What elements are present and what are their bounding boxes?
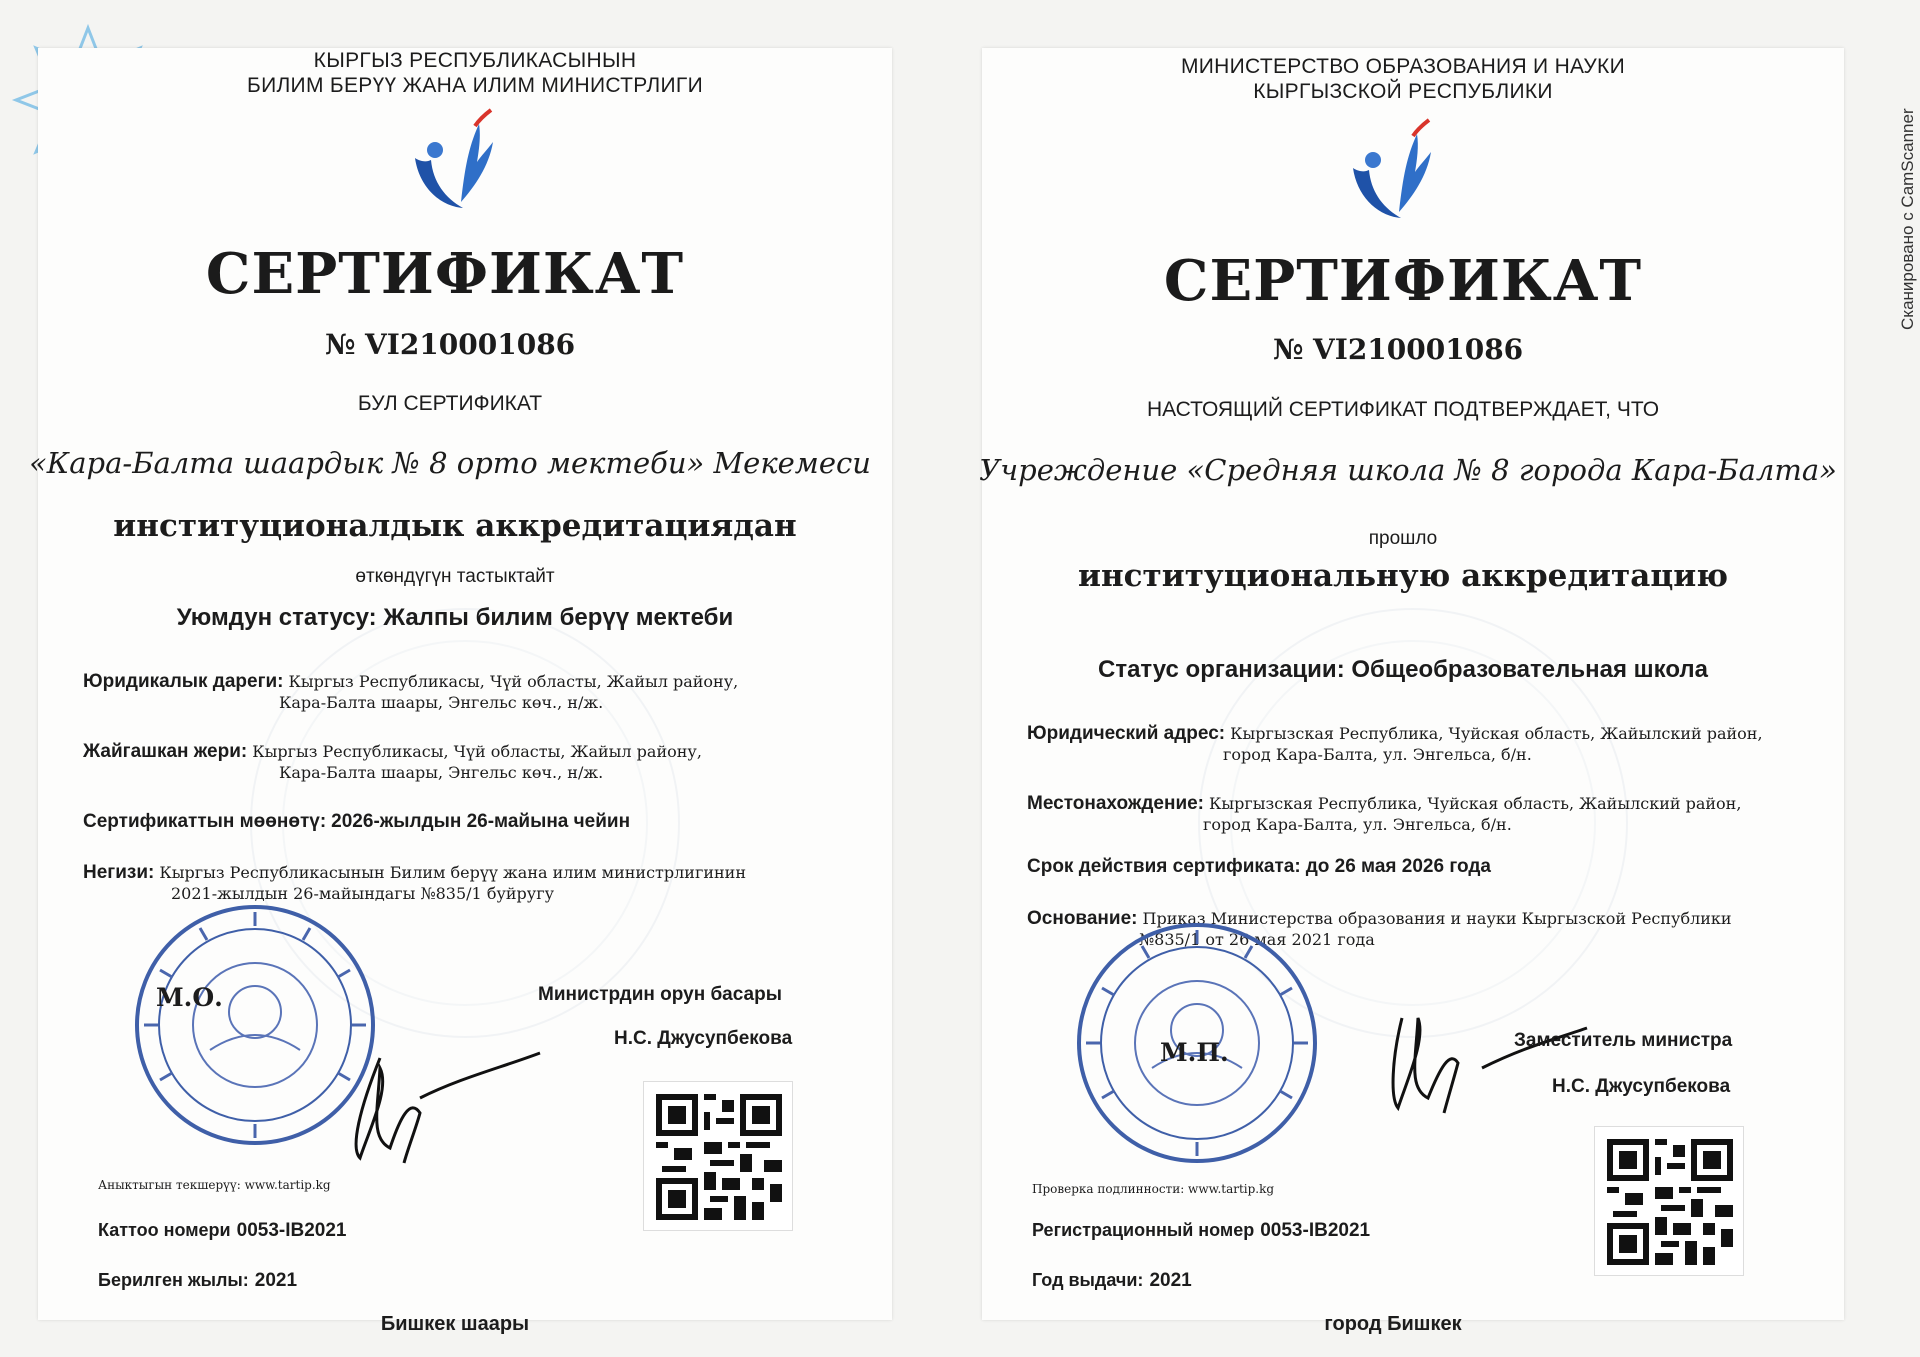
seal-label: М.П. bbox=[1160, 1038, 1229, 1067]
validity-term-value: 2026-жылдын 26-майына чейин bbox=[331, 811, 631, 832]
issue-city: Бишкек шаары bbox=[380, 1313, 530, 1335]
issue-year-value: 2021 bbox=[1149, 1270, 1192, 1291]
signer-name: Н.С. Джусупбекова bbox=[614, 1028, 793, 1049]
accreditation-type: институциональную аккредитацию bbox=[1077, 558, 1729, 594]
ministry-line-1: КЫРГЫЗ РЕСПУБЛИКАСЫНЫН bbox=[313, 49, 637, 72]
ministry-logo-icon bbox=[405, 106, 515, 216]
ministry-line-1: МИНИСТЕРСТВО ОБРАЗОВАНИЯ И НАУКИ bbox=[1181, 55, 1625, 78]
issue-year-value: 2021 bbox=[254, 1270, 298, 1291]
validity-term-value: до 26 мая 2026 года bbox=[1305, 856, 1491, 877]
basis-value-1: Приказ Министерства образования и науки Кыргызской Республики bbox=[1142, 909, 1732, 928]
legal-address bbox=[1027, 723, 1827, 765]
location-label: Местонахождение: bbox=[1027, 793, 1205, 814]
basis-value-1: Кыргыз Республикасынын Билим берүү жана илим министрлигинин bbox=[159, 863, 746, 882]
validity-term bbox=[83, 811, 863, 832]
organization-name: «Кара-Балта шаардык № 8 орто мектеби» Мекемеси bbox=[29, 446, 871, 480]
issue-city: город Бишкек bbox=[1324, 1313, 1462, 1335]
basis bbox=[83, 862, 863, 904]
location-value-2: Кара-Балта шаары, Энгельс көч., н/ж. bbox=[279, 763, 604, 782]
accreditation-type: институционалдык аккредитациядан bbox=[113, 508, 797, 544]
qr-code-icon bbox=[656, 1094, 782, 1220]
basis-label: Основание: bbox=[1027, 908, 1138, 929]
basis-label: Негизи: bbox=[83, 862, 155, 883]
issue-year bbox=[98, 1270, 297, 1292]
basis-value-2: 2021-жылдын 26-майындагы №835/1 буйругу bbox=[171, 884, 554, 903]
legal-address bbox=[83, 671, 863, 713]
signer-name: Н.С. Джусупбекова bbox=[1552, 1076, 1731, 1097]
location-value-1: Кыргызская Республика, Чуйская область, Жайылский район, bbox=[1209, 794, 1742, 813]
legal-address-value-2: город Кара-Балта, ул. Энгельса, б/н. bbox=[1223, 745, 1532, 764]
validity-term-label: Сертификаттын мөөнөтү: bbox=[83, 811, 327, 832]
issue-year-label: Берилген жылы: bbox=[98, 1270, 249, 1290]
ministry-line-2: КЫРГЫЗСКОЙ РЕСПУБЛИКИ bbox=[1253, 80, 1553, 103]
certificate-title: СЕРТИФИКАТ bbox=[205, 241, 685, 307]
passed-text: прошло bbox=[1368, 528, 1438, 549]
camscanner-watermark: Сканировано с CamScanner bbox=[1898, 108, 1917, 330]
qr-code[interactable] bbox=[643, 1081, 793, 1231]
confirms-text: өткөндүгүн тастыктайт bbox=[355, 566, 555, 587]
registration-number-label: Регистрационный номер bbox=[1032, 1220, 1255, 1240]
location-value-1: Кыргыз Республикасы, Чүй областы, Жайыл району, bbox=[252, 742, 702, 761]
certificate-number: № VI210001086 bbox=[324, 328, 576, 361]
certificate-kyrgyz bbox=[29, 48, 892, 1335]
validity-term-label: Срок действия сертификата: bbox=[1027, 856, 1301, 877]
validity-term bbox=[1027, 856, 1827, 877]
certificate-number: № VI210001086 bbox=[1272, 333, 1524, 366]
ministry-logo-icon bbox=[1343, 116, 1453, 226]
qr-code[interactable] bbox=[1594, 1126, 1744, 1276]
registration-number-label: Каттоо номери bbox=[98, 1220, 231, 1240]
legal-address-label: Юридикалык дареги: bbox=[83, 671, 284, 692]
registration-number bbox=[1032, 1220, 1370, 1242]
organization-status: Уюмдун статусу: Жалпы билим берүү мектеби bbox=[176, 604, 734, 631]
seal-label: М.О. bbox=[156, 983, 223, 1012]
location bbox=[83, 741, 863, 783]
legal-address-value-1: Кыргызская Республика, Чуйская область, Жайылский район, bbox=[1230, 724, 1763, 743]
certificate-russian bbox=[979, 48, 1844, 1335]
location-value-2: город Кара-Балта, ул. Энгельса, б/н. bbox=[1203, 815, 1512, 834]
verification-link[interactable]: Аныктыгын текшерүү: www.tartip.kg bbox=[98, 1178, 331, 1192]
intro-text: БУЛ СЕРТИФИКАТ bbox=[357, 392, 543, 415]
ministry-header bbox=[38, 48, 892, 98]
issue-year-label: Год выдачи: bbox=[1032, 1270, 1144, 1290]
issue-year bbox=[1032, 1270, 1192, 1292]
signer-title: Заместитель министра bbox=[1514, 1030, 1733, 1051]
signer-title: Министрдин орун басары bbox=[538, 984, 782, 1005]
signature-icon bbox=[320, 1038, 550, 1188]
basis-value-2: №835/1 от 26 мая 2021 года bbox=[1139, 930, 1375, 949]
qr-code-icon bbox=[1607, 1139, 1733, 1265]
location-label: Жайгашкан жери: bbox=[83, 741, 248, 762]
signature-icon bbox=[1362, 988, 1592, 1138]
certificate-title: СЕРТИФИКАТ bbox=[1163, 248, 1643, 314]
legal-address-label: Юридический адрес: bbox=[1027, 723, 1226, 744]
location bbox=[1027, 793, 1827, 835]
ministry-line-2: БИЛИМ БЕРҮҮ ЖАНА ИЛИМ МИНИСТРЛИГИ bbox=[247, 74, 703, 97]
registration-number-value: 0053-IB2021 bbox=[236, 1220, 347, 1241]
ministry-header bbox=[982, 54, 1844, 104]
organization-name: Учреждение «Средняя школа № 8 города Кара-Балта» bbox=[979, 453, 1837, 487]
organization-status: Статус организации: Общеобразовательная школа bbox=[1098, 656, 1708, 683]
registration-number bbox=[98, 1220, 347, 1242]
intro-text: НАСТОЯЩИЙ СЕРТИФИКАТ ПОДТВЕРЖДАЕТ, ЧТО bbox=[1146, 398, 1660, 421]
registration-number-value: 0053-IB2021 bbox=[1260, 1220, 1371, 1241]
legal-address-value-1: Кыргыз Республикасы, Чүй областы, Жайыл району, bbox=[288, 672, 739, 691]
legal-address-value-2: Кара-Балта шаары, Энгельс көч., н/ж. bbox=[279, 693, 604, 712]
verification-link[interactable]: Проверка подлинности: www.tartip.kg bbox=[1032, 1182, 1275, 1196]
